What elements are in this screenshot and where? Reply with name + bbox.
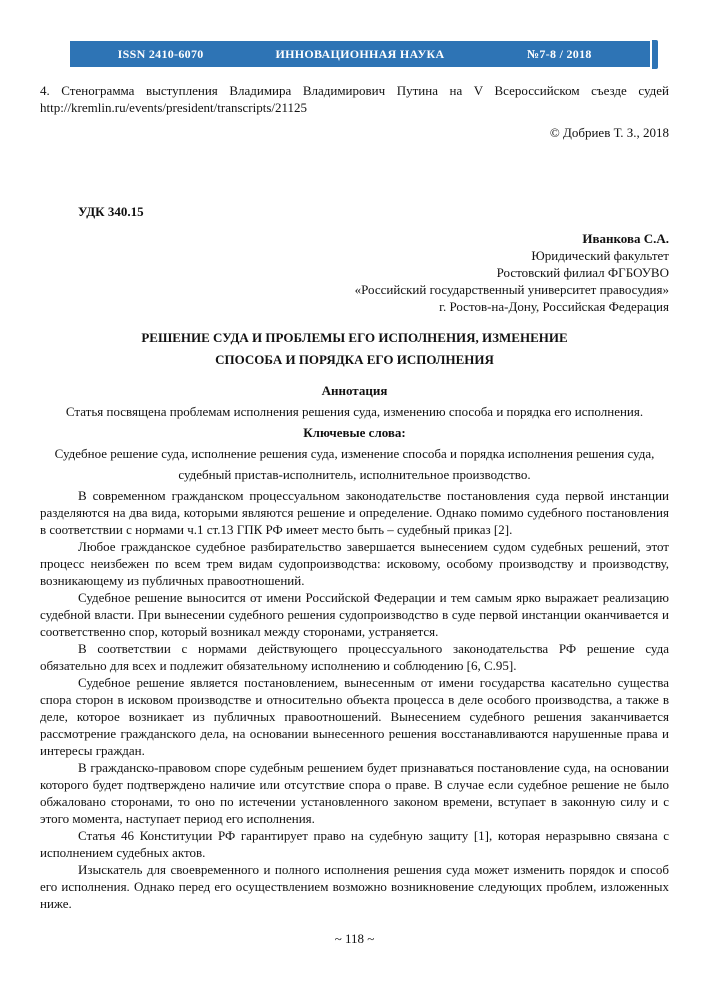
reference-item: 4. Стенограмма выступления Владимира Владимирович Путина на V Всероссийском съезде судей http://kremlin.ru/events/president/transcripts/21125 — [40, 83, 669, 115]
author-affiliation-line: г. Ростов-на-Дону, Российская Федерация — [439, 299, 669, 314]
author-affiliation-line: Юридический факультет — [531, 248, 669, 263]
body-paragraph: Изыскатель для своевременного и полного исполнения решения суда может изменить порядок и способ его исполнения. Однако перед его осуществлением возможно возникновение следующих проблем, изложенных ниже. — [40, 862, 669, 911]
annotation-section — [40, 380, 669, 485]
journal-name: ИННОВАЦИОННАЯ НАУКА — [275, 46, 445, 61]
body-paragraph: Судебное решение является постановлением, вынесенным от имени государства касательно существа спора сторон в исковом производстве и относительно объекта процесса в деле особого производства, а также в деле, которое возникает из публичных правоотношений. Вынесением судебного решения заканчивается рассмотрение гражданского дела, на основании вынесенного решения восстанавливаются нарушенные права и интересы граждан. — [40, 675, 669, 758]
body-paragraph: В соответствии с нормами действующего процессуального законодательства РФ решение суда обязательно для всех и подлежит обязательному исполнению и соблюдению [6, С.95]. — [40, 641, 669, 673]
body-paragraph: Судебное решение выносится от имени Российской Федерации и тем самым ярко выражает реализацию судебной власти. При вынесении судебного решения судопроизводство в суде первой инстанции оканчивается и соответственно спор, который возникал между сторонами, устраняется. — [40, 590, 669, 639]
udk-code: УДК 340.15 — [78, 204, 144, 219]
copyright-line: © Добриев Т. З., 2018 — [549, 125, 669, 140]
annotation-heading: Аннотация — [321, 383, 388, 398]
page-content — [40, 0, 669, 947]
journal-issn: ISSN 2410-6070 — [117, 46, 204, 61]
article-body — [40, 487, 669, 912]
body-paragraph: Статья 46 Конституции РФ гарантирует право на судебную защиту [1], которая неразрывно связана с исполнением судебных актов. — [40, 828, 669, 860]
annotation-text: Статья посвящена проблемам исполнения решения суда, изменению способа и порядка его исполнения. — [65, 404, 644, 419]
page-number: ~ 118 ~ — [334, 931, 375, 946]
keywords-heading: Ключевые слова: — [303, 425, 406, 440]
journal-issue: №7-8 / 2018 — [527, 46, 592, 61]
author-affiliation-line: Ростовский филиал ФГБОУВО — [496, 265, 669, 280]
author-affiliation-line: «Российский государственный университет правосудия» — [354, 282, 669, 297]
author-block — [40, 230, 669, 315]
body-paragraph: В гражданско-правовом споре судебным решением будет признаваться постановление суда, на основании которого будет подтверждено наличие или отсутствие спора о праве. В случае если судебное решение не было обжаловано сторонами, то оно по истечении установленного законом времени, вступает в законную силу и с этого момента, наступает период его исполнения. — [40, 760, 669, 826]
body-paragraph: Любое гражданское судебное разбирательство завершается вынесением судом судебных решений, этот процесс неизбежен по всем трем видам судопроизводства: исковому, особому производству и производству, возникающему из публичных правоотношений. — [40, 539, 669, 588]
article-title: РЕШЕНИЕ СУДА И ПРОБЛЕМЫ ЕГО ИСПОЛНЕНИЯ, ИЗМЕНЕНИЕ СПОСОБА И ПОРЯДКА ЕГО ИСПОЛНЕНИЯ — [141, 330, 568, 367]
author-name: Иванкова С.А. — [582, 231, 669, 246]
body-paragraph: В современном гражданском процессуальном законодательстве постановления суда первой инстанции разделяются на два вида, которыми являются решение и определение. Однако помимо судебного постановления в соответствии с нормами ч.1 ст.13 ГПК РФ имеет место быть – судебный приказ [2]. — [40, 488, 669, 537]
keywords-text: Судебное решение суда, исполнение решения суда, изменение способа и порядка исполнения решения суда, судебный пристав-исполнитель, исполнительное производство. — [54, 446, 655, 482]
